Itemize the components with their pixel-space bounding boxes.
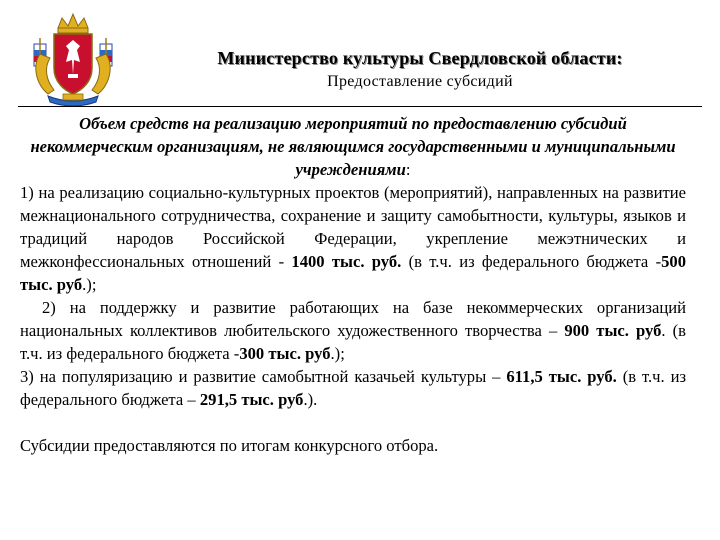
organization-title: Министерство культуры Свердловской области: [217, 48, 623, 68]
list-item-2 [20, 296, 686, 365]
item-1-mid: (в т.ч. из федерального бюджета - [401, 252, 662, 271]
footer-note: Субсидии предоставляются по итогам конкурсного отбора. [20, 436, 439, 455]
list-item-1 [20, 181, 686, 296]
item-1-amount: 1400 тыс. руб. [291, 252, 402, 271]
header-divider [18, 106, 702, 107]
body-text [20, 112, 686, 457]
item-2-text: 2) на поддержку и развитие работающих на базе некоммерческих организаций национальных коллективов любительского художественного творчества – [20, 298, 686, 340]
item-2-mid: . (в т.ч. из федерального бюджета - [20, 321, 686, 363]
item-1-text: 1) на реализацию социально-культурных проектов (мероприятий), направленных на развитие межнационального сотрудничества, сохранение и защиту самобытности, культуры, языков и традиций народов Российской Федерации, укрепление межэтнических и межконфессиональных отношений - [20, 183, 686, 271]
slide-subtitle: Предоставление субсидий [327, 73, 513, 90]
item-2-federal-amount: 300 тыс. руб [239, 344, 331, 363]
list-item-3 [20, 365, 686, 411]
item-2-suffix: .); [330, 344, 345, 363]
item-3-amount: 611,5 тыс. руб. [506, 367, 617, 386]
header [200, 48, 640, 91]
section-heading [20, 112, 686, 181]
paragraph-spacer [20, 411, 686, 434]
sverdlovsk-coat-of-arms-icon [18, 10, 128, 110]
section-heading-text: Объем средств на реализацию мероприятий по предоставлению субсидий некоммерческим организациям, не являющимся государственными и муниципальными учреждениями [30, 114, 676, 179]
item-1-federal-amount: 500 тыс. руб [20, 252, 686, 294]
item-1-suffix: .); [82, 275, 97, 294]
item-3-text: 3) на популяризацию и развитие самобытной казачьей культуры – [20, 367, 507, 386]
section-heading-colon: : [405, 160, 411, 179]
item-3-federal-amount: 291,5 тыс. руб [199, 390, 304, 409]
item-3-mid: (в т.ч. из федерального бюджета – [20, 367, 687, 409]
item-3-suffix: .). [303, 390, 318, 409]
item-2-amount: 900 тыс. руб [564, 321, 662, 340]
